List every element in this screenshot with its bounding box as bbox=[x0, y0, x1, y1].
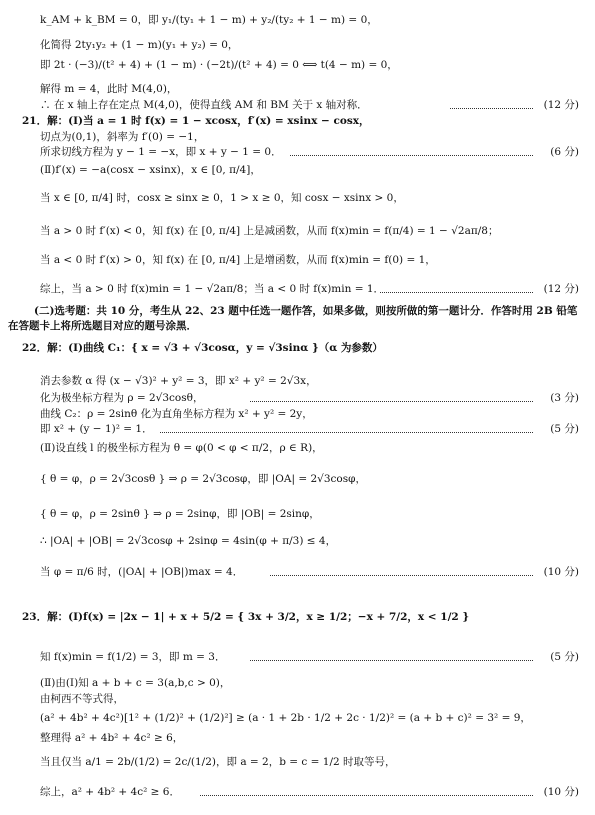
solution-line: 曲线 C₂：ρ = 2sinθ 化为直角坐标方程为 x² + y² = 2y， bbox=[40, 408, 313, 420]
solution-line: (a² + 4b² + 4c²)[1² + (1/2)² + (1/2)²] ≥ (a · 1 + 2b · 1/2 + 2c · 1/2)² = (a + b + c)² = 3² = 9， bbox=[40, 712, 531, 724]
leader-dots bbox=[270, 575, 533, 576]
solution-line: 综上，当 a > 0 时 f(x)min = 1 − √2aπ/8；当 a < 0 时 f(x)min = 1． bbox=[40, 283, 385, 295]
solution-line: ∴ 在 x 轴上存在定点 M(4,0)，使得直线 AM 和 BM 关于 x 轴对称． bbox=[40, 99, 368, 111]
solution-line: 由柯西不等式得， bbox=[40, 693, 124, 705]
score-marker: (12 分) bbox=[543, 99, 579, 111]
solution-line: 当且仅当 a/1 = 2b/(1/2) = 2c/(1/2)，即 a = 2，b = c = 1/2 时取等号， bbox=[40, 756, 396, 768]
solution-line: 当 x ∈ [0, π/4] 时，cosx ≥ sinx ≥ 0，1 > x ≥ 0，知 cosx − xsinx > 0， bbox=[40, 192, 404, 204]
solution-line: 所求切线方程为 y − 1 = −x，即 x + y − 1 = 0． bbox=[40, 146, 282, 158]
solution-line: 在答题卡上将所选题目对应的题号涂黑． bbox=[8, 320, 197, 332]
solution-line: 消去参数 α 得 (x − √3)² + y² = 3，即 x² + y² = 2√3x， bbox=[40, 375, 317, 387]
leader-dots bbox=[380, 292, 533, 293]
score-marker: (10 分) bbox=[543, 786, 579, 798]
score-marker: (6 分) bbox=[550, 146, 579, 158]
score-marker: (5 分) bbox=[550, 651, 579, 663]
solution-line: 知 f(x)min = f(1/2) = 3，即 m = 3． bbox=[40, 651, 226, 663]
solution-line: { θ = φ，ρ = 2√3cosθ } ⇒ ρ = 2√3cosφ，即 |OA| = 2√3cosφ， bbox=[40, 473, 366, 485]
solution-line: 22．解：(Ⅰ)曲线 C₁：{ x = √3 + √3cosα，y = √3sinα }（α 为参数） bbox=[22, 342, 383, 354]
solution-line: (Ⅱ)设直线 l 的极坐标方程为 θ = φ(0 < φ < π/2，ρ ∈ R)， bbox=[40, 442, 323, 454]
score-marker: (5 分) bbox=[550, 423, 579, 435]
leader-dots bbox=[200, 795, 533, 796]
solution-line: 即 2t · (−3)/(t² + 4) + (1 − m) · (−2t)/(t² + 4) = 0 ⟺ t(4 − m) = 0， bbox=[40, 59, 398, 71]
leader-dots bbox=[250, 660, 533, 661]
solution-line: (Ⅱ)f′(x) = −a(cosx − xsinx)，x ∈ [0, π/4]， bbox=[40, 164, 261, 176]
solution-line: 即 x² + (y − 1)² = 1． bbox=[40, 423, 153, 435]
solution-line: 综上，a² + 4b² + 4c² ≥ 6． bbox=[40, 786, 180, 798]
solution-line: 切点为(0,1)，斜率为 f′(0) = −1， bbox=[40, 131, 205, 143]
solution-line: 整理得 a² + 4b² + 4c² ≥ 6， bbox=[40, 732, 184, 744]
solution-line: 21．解：(Ⅰ)当 a = 1 时 f(x) = 1 − xcosx，f′(x) = xsinx − cosx， bbox=[22, 115, 370, 127]
leader-dots bbox=[290, 155, 533, 156]
solution-line: { θ = φ，ρ = 2sinθ } ⇒ ρ = 2sinφ，即 |OB| = 2sinφ， bbox=[40, 508, 320, 520]
solution-line: (Ⅱ)由(Ⅰ)知 a + b + c = 3(a,b,c > 0)， bbox=[40, 677, 231, 689]
solution-line: 23．解：(Ⅰ)f(x) = |2x − 1| + x + 5/2 = { 3x + 3/2，x ≥ 1/2；−x + 7/2，x < 1/2 } bbox=[22, 611, 470, 623]
solution-line: ∴ |OA| + |OB| = 2√3cosφ + 2sinφ = 4sin(φ + π/3) ≤ 4， bbox=[40, 535, 337, 547]
score-marker: (3 分) bbox=[550, 392, 579, 404]
solution-line: 解得 m = 4，此时 M(4,0)， bbox=[40, 83, 178, 95]
solution-line: (二)选考题：共 10 分，考生从 22、23 题中任选一题作答，如果多做，则按所做的第一题计分．作答时用 2B 铅笔 bbox=[34, 305, 578, 317]
leader-dots bbox=[450, 108, 533, 109]
leader-dots bbox=[250, 401, 533, 402]
solution-line: k_AM + k_BM = 0，即 y₁/(ty₁ + 1 − m) + y₂/(ty₂ + 1 − m) = 0， bbox=[40, 14, 378, 26]
solution-line: 化为极坐标方程为 ρ = 2√3cosθ， bbox=[40, 392, 204, 404]
solution-line: 当 φ = π/6 时，(|OA| + |OB|)max = 4． bbox=[40, 566, 244, 578]
solution-line: 当 a > 0 时 f′(x) < 0，知 f(x) 在 [0, π/4] 上是减函数，从而 f(x)min = f(π/4) = 1 − √2aπ/8； bbox=[40, 225, 499, 237]
leader-dots bbox=[160, 432, 533, 433]
score-marker: (12 分) bbox=[543, 283, 579, 295]
score-marker: (10 分) bbox=[543, 566, 579, 578]
solution-line: 化简得 2ty₁y₂ + (1 − m)(y₁ + y₂) = 0， bbox=[40, 39, 239, 51]
solution-line: 当 a < 0 时 f′(x) > 0，知 f(x) 在 [0, π/4] 上是增函数，从而 f(x)min = f(0) = 1， bbox=[40, 254, 436, 266]
